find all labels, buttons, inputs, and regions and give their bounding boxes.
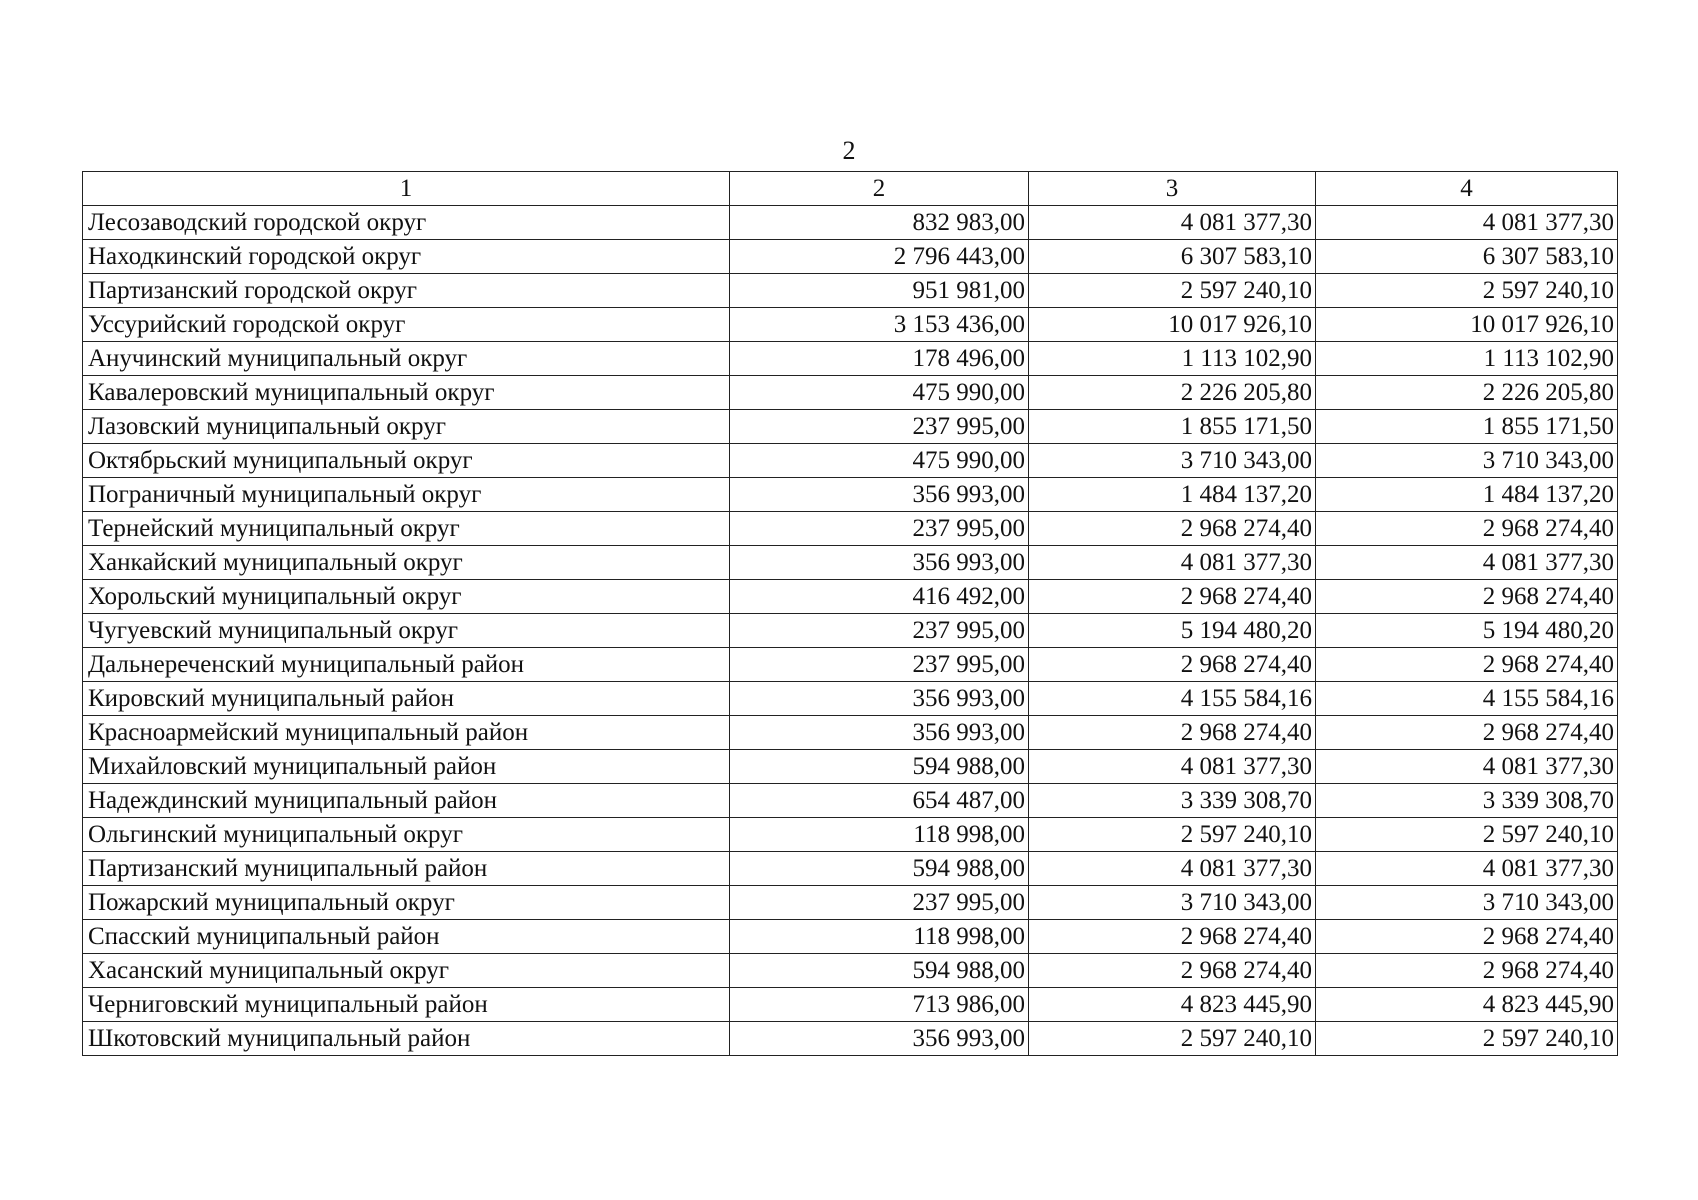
amount-cell-col-3: 4 081 377,30: [1029, 852, 1316, 886]
amount-cell-col-2: 356 993,00: [730, 1022, 1029, 1056]
municipality-name-cell: Дальнереченский муниципальный район: [83, 648, 730, 682]
column-header-2: 2: [730, 172, 1029, 206]
amount-cell-col-2: 475 990,00: [730, 444, 1029, 478]
amount-cell-col-2: 356 993,00: [730, 546, 1029, 580]
amount-cell-col-2: 475 990,00: [730, 376, 1029, 410]
amount-cell-col-2: 356 993,00: [730, 716, 1029, 750]
amount-cell-col-3: 5 194 480,20: [1029, 614, 1316, 648]
table-row: [83, 988, 1618, 1022]
amount-cell-col-4: 2 968 274,40: [1316, 954, 1618, 988]
amount-cell-col-2: 594 988,00: [730, 954, 1029, 988]
amount-cell-col-3: 10 017 926,10: [1029, 308, 1316, 342]
table-row: [83, 886, 1618, 920]
amount-cell-col-3: 6 307 583,10: [1029, 240, 1316, 274]
table-row: [83, 784, 1618, 818]
table-row: [83, 818, 1618, 852]
amount-cell-col-4: 2 597 240,10: [1316, 274, 1618, 308]
amount-cell-col-3: 2 968 274,40: [1029, 716, 1316, 750]
amount-cell-col-4: 2 597 240,10: [1316, 1022, 1618, 1056]
amount-cell-col-2: 118 998,00: [730, 920, 1029, 954]
amount-cell-col-4: 3 710 343,00: [1316, 444, 1618, 478]
amount-cell-col-3: 2 968 274,40: [1029, 954, 1316, 988]
amount-cell-col-4: 4 081 377,30: [1316, 750, 1618, 784]
amount-cell-col-3: 2 597 240,10: [1029, 274, 1316, 308]
municipality-name-cell: Спасский муниципальный район: [83, 920, 730, 954]
amount-cell-col-4: 2 968 274,40: [1316, 512, 1618, 546]
amount-cell-col-4: 1 113 102,90: [1316, 342, 1618, 376]
amount-cell-col-3: 2 968 274,40: [1029, 580, 1316, 614]
table-row: [83, 614, 1618, 648]
municipality-name-cell: Ханкайский муниципальный округ: [83, 546, 730, 580]
amount-cell-col-4: 4 155 584,16: [1316, 682, 1618, 716]
municipality-name-cell: Пограничный муниципальный округ: [83, 478, 730, 512]
table-row: [83, 546, 1618, 580]
column-header-3: 3: [1029, 172, 1316, 206]
allocation-table: [82, 171, 1618, 1056]
amount-cell-col-3: 1 113 102,90: [1029, 342, 1316, 376]
table-row: [83, 750, 1618, 784]
amount-cell-col-3: 4 081 377,30: [1029, 750, 1316, 784]
amount-cell-col-3: 2 968 274,40: [1029, 648, 1316, 682]
table-row: [83, 716, 1618, 750]
amount-cell-col-2: 356 993,00: [730, 478, 1029, 512]
amount-cell-col-4: 3 339 308,70: [1316, 784, 1618, 818]
amount-cell-col-4: 4 081 377,30: [1316, 206, 1618, 240]
municipality-name-cell: Хорольский муниципальный округ: [83, 580, 730, 614]
table-row: [83, 376, 1618, 410]
municipality-name-cell: Партизанский муниципальный район: [83, 852, 730, 886]
municipality-name-cell: Чугуевский муниципальный округ: [83, 614, 730, 648]
table-header-row: [83, 172, 1618, 206]
table-row: [83, 852, 1618, 886]
municipality-name-cell: Находкинский городской округ: [83, 240, 730, 274]
table-row: [83, 410, 1618, 444]
amount-cell-col-2: 237 995,00: [730, 512, 1029, 546]
municipality-name-cell: Кировский муниципальный район: [83, 682, 730, 716]
municipality-name-cell: Лесозаводский городской округ: [83, 206, 730, 240]
municipality-name-cell: Пожарский муниципальный округ: [83, 886, 730, 920]
amount-cell-col-2: 654 487,00: [730, 784, 1029, 818]
amount-cell-col-4: 1 484 137,20: [1316, 478, 1618, 512]
municipality-name-cell: Красноармейский муниципальный район: [83, 716, 730, 750]
amount-cell-col-3: 2 968 274,40: [1029, 920, 1316, 954]
amount-cell-col-3: 2 968 274,40: [1029, 512, 1316, 546]
amount-cell-col-3: 4 823 445,90: [1029, 988, 1316, 1022]
municipality-name-cell: Черниговский муниципальный район: [83, 988, 730, 1022]
amount-cell-col-2: 237 995,00: [730, 410, 1029, 444]
municipality-name-cell: Партизанский городской округ: [83, 274, 730, 308]
amount-cell-col-2: 356 993,00: [730, 682, 1029, 716]
amount-cell-col-4: 2 968 274,40: [1316, 580, 1618, 614]
column-header-1: 1: [83, 172, 730, 206]
amount-cell-col-2: 178 496,00: [730, 342, 1029, 376]
amount-cell-col-4: 2 968 274,40: [1316, 716, 1618, 750]
amount-cell-col-2: 594 988,00: [730, 852, 1029, 886]
amount-cell-col-3: 1 855 171,50: [1029, 410, 1316, 444]
municipality-name-cell: Анучинский муниципальный округ: [83, 342, 730, 376]
amount-cell-col-2: 594 988,00: [730, 750, 1029, 784]
amount-cell-col-2: 416 492,00: [730, 580, 1029, 614]
column-header-4: 4: [1316, 172, 1618, 206]
amount-cell-col-3: 2 226 205,80: [1029, 376, 1316, 410]
table-row: [83, 954, 1618, 988]
table-row: [83, 308, 1618, 342]
amount-cell-col-4: 10 017 926,10: [1316, 308, 1618, 342]
amount-cell-col-2: 2 796 443,00: [730, 240, 1029, 274]
amount-cell-col-3: 1 484 137,20: [1029, 478, 1316, 512]
municipality-name-cell: Михайловский муниципальный район: [83, 750, 730, 784]
table-body: [83, 206, 1618, 1056]
table-row: [83, 478, 1618, 512]
table-row: [83, 444, 1618, 478]
municipality-name-cell: Ольгинский муниципальный округ: [83, 818, 730, 852]
amount-cell-col-4: 4 081 377,30: [1316, 852, 1618, 886]
amount-cell-col-2: 951 981,00: [730, 274, 1029, 308]
amount-cell-col-3: 2 597 240,10: [1029, 818, 1316, 852]
amount-cell-col-3: 3 710 343,00: [1029, 444, 1316, 478]
municipality-name-cell: Кавалеровский муниципальный округ: [83, 376, 730, 410]
table-row: [83, 1022, 1618, 1056]
amount-cell-col-2: 713 986,00: [730, 988, 1029, 1022]
amount-cell-col-2: 3 153 436,00: [730, 308, 1029, 342]
amount-cell-col-4: 2 226 205,80: [1316, 376, 1618, 410]
amount-cell-col-4: 2 968 274,40: [1316, 920, 1618, 954]
table-row: [83, 512, 1618, 546]
amount-cell-col-4: 5 194 480,20: [1316, 614, 1618, 648]
amount-cell-col-3: 3 339 308,70: [1029, 784, 1316, 818]
amount-cell-col-4: 4 081 377,30: [1316, 546, 1618, 580]
table-row: [83, 342, 1618, 376]
amount-cell-col-4: 3 710 343,00: [1316, 886, 1618, 920]
amount-cell-col-4: 6 307 583,10: [1316, 240, 1618, 274]
amount-cell-col-3: 4 081 377,30: [1029, 206, 1316, 240]
page-number: 2: [842, 136, 856, 165]
municipality-name-cell: Уссурийский городской округ: [83, 308, 730, 342]
amount-cell-col-3: 2 597 240,10: [1029, 1022, 1316, 1056]
municipality-name-cell: Надеждинский муниципальный район: [83, 784, 730, 818]
table-row: [83, 920, 1618, 954]
amount-cell-col-2: 237 995,00: [730, 614, 1029, 648]
table-row: [83, 682, 1618, 716]
municipality-name-cell: Шкотовский муниципальный район: [83, 1022, 730, 1056]
municipality-name-cell: Лазовский муниципальный округ: [83, 410, 730, 444]
amount-cell-col-2: 237 995,00: [730, 886, 1029, 920]
table-row: [83, 580, 1618, 614]
amount-cell-col-3: 3 710 343,00: [1029, 886, 1316, 920]
amount-cell-col-3: 4 155 584,16: [1029, 682, 1316, 716]
municipality-name-cell: Хасанский муниципальный округ: [83, 954, 730, 988]
amount-cell-col-4: 2 597 240,10: [1316, 818, 1618, 852]
table-row: [83, 274, 1618, 308]
amount-cell-col-2: 118 998,00: [730, 818, 1029, 852]
amount-cell-col-4: 4 823 445,90: [1316, 988, 1618, 1022]
table-row: [83, 648, 1618, 682]
amount-cell-col-3: 4 081 377,30: [1029, 546, 1316, 580]
amount-cell-col-4: 2 968 274,40: [1316, 648, 1618, 682]
amount-cell-col-2: 832 983,00: [730, 206, 1029, 240]
municipality-name-cell: Тернейский муниципальный округ: [83, 512, 730, 546]
amount-cell-col-4: 1 855 171,50: [1316, 410, 1618, 444]
table-row: [83, 240, 1618, 274]
municipality-name-cell: Октябрьский муниципальный округ: [83, 444, 730, 478]
table-row: [83, 206, 1618, 240]
amount-cell-col-2: 237 995,00: [730, 648, 1029, 682]
